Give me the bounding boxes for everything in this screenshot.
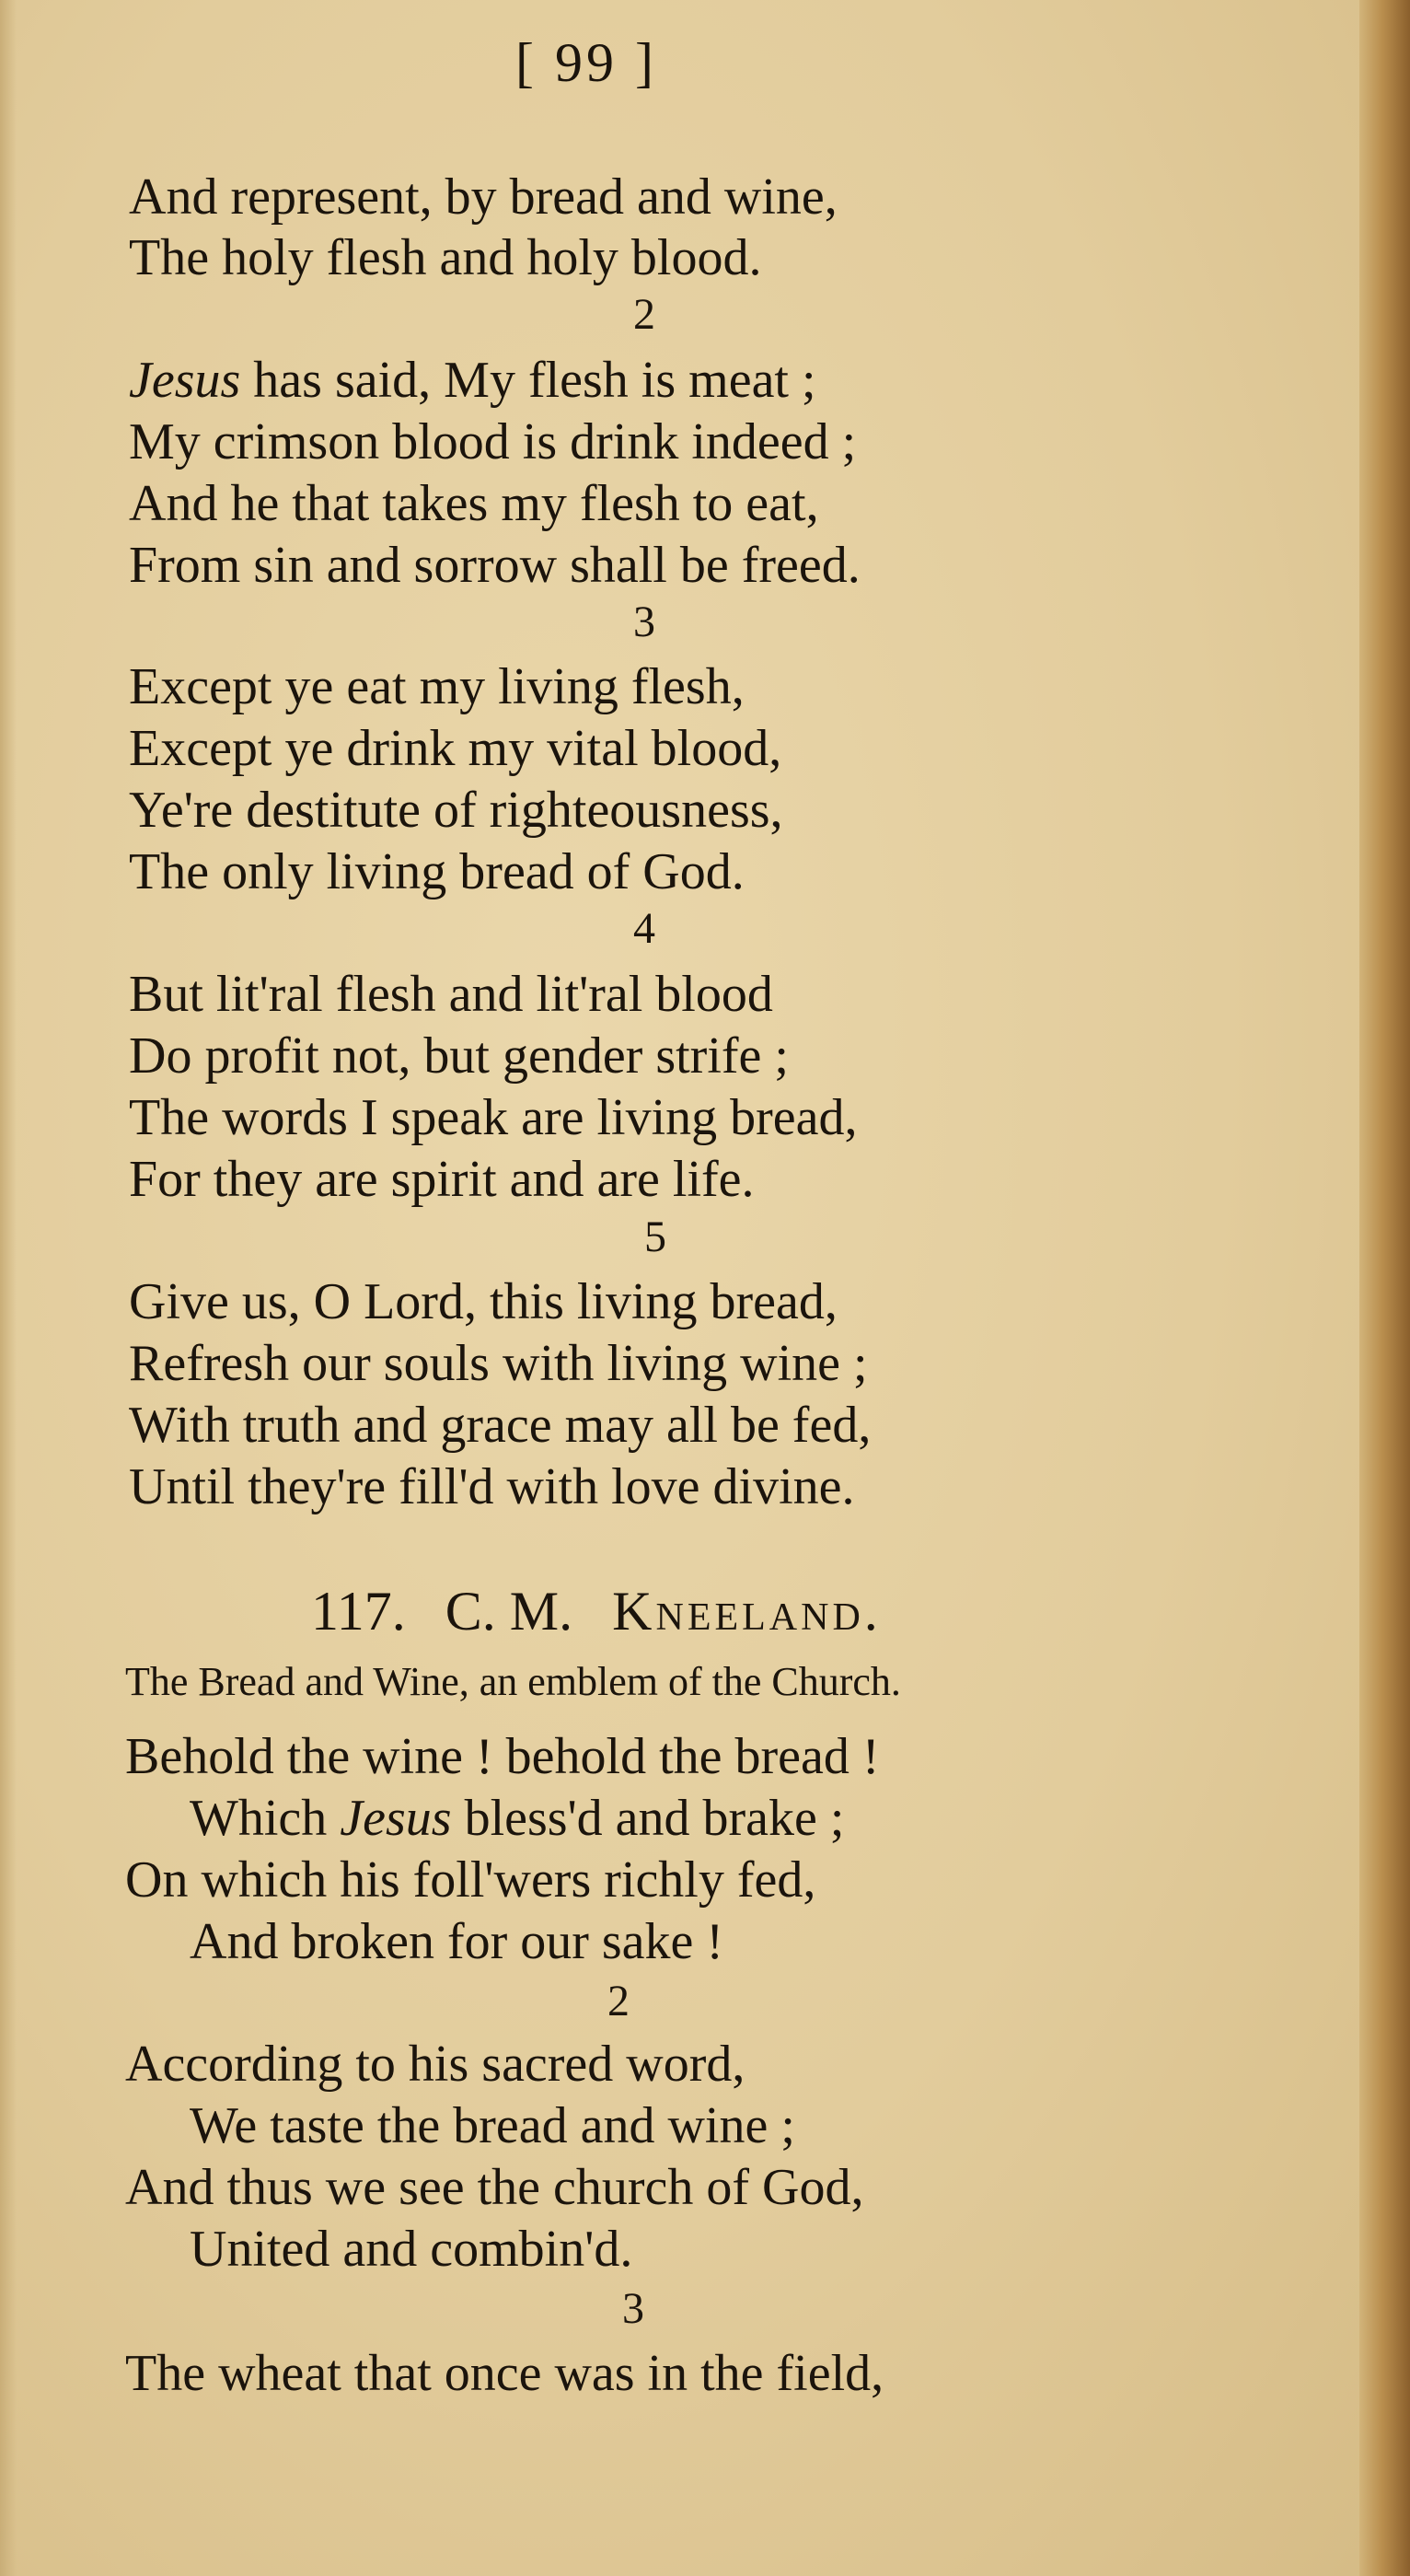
- hymn-line: Behold the wine ! behold the bread !: [125, 1728, 880, 1785]
- verse-number: 5: [644, 1213, 666, 1261]
- hymn-heading: [311, 1581, 882, 1642]
- hymn-line: And represent, by bread and wine,: [129, 168, 838, 226]
- hymn-line: [129, 352, 816, 409]
- hymn-line-text: bless'd and brake ;: [451, 1790, 845, 1847]
- hymn-line: United and combin'd.: [190, 2221, 633, 2278]
- verse-number: 4: [633, 904, 655, 953]
- hymn-line: According to his sacred word,: [125, 2036, 745, 2093]
- verse-number: 2: [607, 1977, 630, 2025]
- page-right-edge: [1359, 0, 1410, 2576]
- hymn-subtitle: The Bread and Wine, an emblem of the Church.: [125, 1659, 901, 1704]
- page-number: [ 99 ]: [515, 32, 657, 93]
- hymn-line: The holy flesh and holy blood.: [129, 229, 762, 286]
- hymn-line: Do profit not, but gender strife ;: [129, 1027, 789, 1085]
- hymn-author: Kneeland.: [612, 1581, 882, 1642]
- hymn-line: And thus we see the church of God,: [125, 2159, 864, 2216]
- hymn-line: The only living bread of God.: [129, 843, 745, 900]
- hymn-line: [190, 1790, 845, 1847]
- hymn-meter: C. M.: [445, 1581, 573, 1642]
- hymn-line: But lit'ral flesh and lit'ral blood: [129, 966, 773, 1023]
- hymn-line: The wheat that once was in the field,: [125, 2345, 884, 2402]
- emphasis-jesus: Jesus: [340, 1790, 452, 1847]
- hymn-line: The words I speak are living bread,: [129, 1089, 858, 1146]
- hymn-line: From sin and sorrow shall be freed.: [129, 537, 861, 594]
- verse-number: 3: [622, 2284, 644, 2333]
- hymn-number: 117.: [311, 1581, 406, 1642]
- hymn-line: Ye're destitute of righteousness,: [129, 782, 783, 839]
- page-left-edge: [0, 0, 17, 2576]
- hymn-line: And broken for our sake !: [190, 1913, 724, 1970]
- hymn-line: My crimson blood is drink indeed ;: [129, 413, 857, 470]
- hymn-line: On which his foll'wers richly fed,: [125, 1851, 816, 1909]
- hymn-line: And he that takes my flesh to eat,: [129, 475, 819, 532]
- hymn-line-text: has said, My flesh is meat ;: [240, 352, 816, 409]
- hymn-line: Except ye eat my living flesh,: [129, 658, 745, 715]
- hymn-line: For they are spirit and are life.: [129, 1151, 755, 1208]
- hymn-line-text: Which: [190, 1790, 341, 1847]
- hymn-line: Except ye drink my vital blood,: [129, 720, 782, 777]
- hymn-line: Until they're fill'd with love divine.: [129, 1458, 855, 1515]
- verse-number: 2: [633, 290, 655, 339]
- verse-number: 3: [633, 598, 655, 646]
- emphasis-jesus: Jesus: [129, 352, 241, 409]
- hymn-line: Refresh our souls with living wine ;: [129, 1335, 868, 1392]
- hymn-line: Give us, O Lord, this living bread,: [129, 1273, 838, 1330]
- hymn-line: With truth and grace may all be fed,: [129, 1397, 872, 1454]
- hymn-line: We taste the bread and wine ;: [190, 2097, 795, 2154]
